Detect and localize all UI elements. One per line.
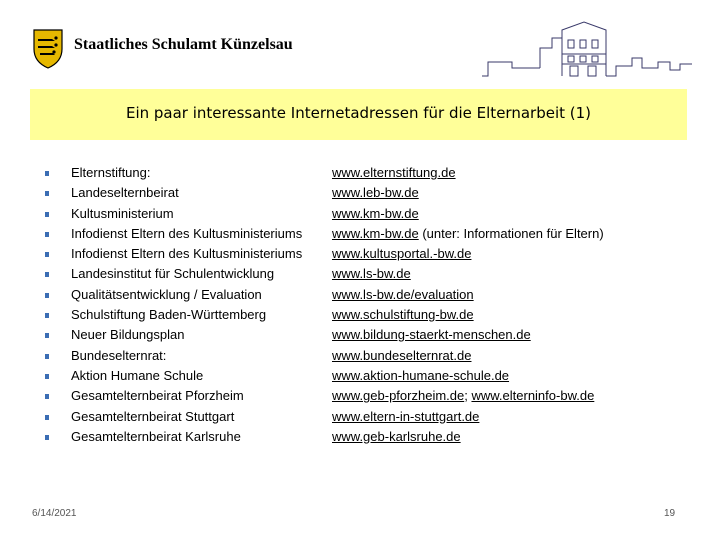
entry-link-secondary[interactable]: www.elterninfo-bw.de <box>471 388 595 404</box>
entry-link[interactable]: www.km-bw.de <box>332 205 419 221</box>
bullet-icon <box>45 374 49 379</box>
footer-date: 6/14/2021 <box>32 508 77 519</box>
bullet-icon <box>45 171 49 176</box>
list-item <box>40 366 700 386</box>
entry-link[interactable]: www.bundeselternrat.de <box>332 347 472 363</box>
entry-url-group <box>332 386 594 406</box>
entry-link[interactable]: www.elternstiftung.de <box>332 165 456 180</box>
address-list <box>40 163 700 447</box>
bullet-icon <box>45 435 49 440</box>
entry-url-group <box>332 366 509 386</box>
slide-header <box>0 0 720 88</box>
entry-label: Infodienst Eltern des Kultusministeriums <box>71 225 303 241</box>
list-item <box>40 224 700 244</box>
entry-link[interactable]: www.bildung-staerkt-menschen.de <box>332 327 531 343</box>
organization-name: Staatliches Schulamt Künzelsau <box>74 36 293 53</box>
bullet-icon <box>45 354 49 359</box>
entry-url-group <box>332 305 474 325</box>
list-item <box>40 407 700 427</box>
entry-label: Bundeselternrat: <box>71 347 167 363</box>
entry-note: ; <box>464 388 472 404</box>
entry-label: Gesamtelternbeirat Stuttgart <box>71 408 235 424</box>
entry-url-group <box>332 183 419 203</box>
entry-link[interactable]: www.ls-bw.de <box>332 266 411 282</box>
entry-link[interactable]: www.kultusportal.-bw.de <box>332 246 472 262</box>
list-item <box>40 386 700 406</box>
entry-url-group <box>332 407 479 427</box>
page-number: 19 <box>664 508 676 519</box>
entry-link[interactable]: www.ls-bw.de/evaluation <box>332 286 474 302</box>
entry-label: Gesamtelternbeirat Karlsruhe <box>71 428 241 444</box>
entry-url-group <box>332 427 461 447</box>
list-item <box>40 346 700 366</box>
bullet-icon <box>45 333 49 338</box>
bullet-icon <box>45 272 49 277</box>
entry-url-group <box>332 163 456 183</box>
entry-url-group <box>332 346 471 366</box>
entry-url-group <box>332 285 474 305</box>
entry-link[interactable]: www.leb-bw.de <box>332 185 419 201</box>
bullet-icon <box>45 232 49 237</box>
bullet-icon <box>45 313 49 318</box>
entry-label: Infodienst Eltern des Kultusministeriums <box>71 246 303 262</box>
list-item <box>40 244 700 264</box>
title-band <box>30 89 687 140</box>
entry-label: Aktion Humane Schule <box>71 367 204 383</box>
bullet-icon <box>45 191 49 196</box>
entry-link[interactable]: www.km-bw.de <box>332 225 419 241</box>
list-item <box>40 305 700 325</box>
bullet-icon <box>45 252 49 257</box>
list-item <box>40 427 700 447</box>
building-skyline-icon <box>480 18 695 80</box>
coat-of-arms-icon <box>31 27 65 69</box>
entry-label: Landesinstitut für Schulentwicklung <box>71 266 275 282</box>
list-item <box>40 325 700 345</box>
entry-url-group <box>332 244 471 264</box>
bullet-icon <box>45 212 49 217</box>
entry-link[interactable]: www.schulstiftung-bw.de <box>332 307 474 323</box>
entry-label: Elternstiftung: <box>71 165 151 180</box>
bullet-icon <box>45 293 49 298</box>
entry-link[interactable]: www.eltern-in-stuttgart.de <box>332 408 480 424</box>
entry-url-group <box>332 325 531 345</box>
entry-label: Kultusministerium <box>71 205 174 221</box>
bullet-icon <box>45 394 49 399</box>
list-item <box>40 204 700 224</box>
entry-label: Schulstiftung Baden-Württemberg <box>71 307 267 323</box>
entry-label: Landeselternbeirat <box>71 185 179 201</box>
list-item <box>40 264 700 284</box>
entry-url-group <box>332 204 419 224</box>
entry-note: (unter: Informationen für Eltern) <box>418 225 604 241</box>
list-item <box>40 183 700 203</box>
list-item <box>40 285 700 305</box>
entry-label: Neuer Bildungsplan <box>71 327 185 343</box>
entry-url-group <box>332 224 604 244</box>
slide-title: Ein paar interessante Internetadressen für die Elternarbeit (1) <box>125 104 592 122</box>
entry-link[interactable]: www.geb-karlsruhe.de <box>332 428 461 444</box>
entry-label: Qualitätsentwicklung / Evaluation <box>71 286 262 302</box>
entry-link[interactable]: www.geb-pforzheim.de <box>332 388 465 404</box>
bullet-icon <box>45 415 49 420</box>
entry-link[interactable]: www.aktion-humane-schule.de <box>332 367 510 383</box>
entry-label: Gesamtelternbeirat Pforzheim <box>71 388 244 404</box>
list-item <box>40 163 700 183</box>
entry-url-group <box>332 264 411 284</box>
